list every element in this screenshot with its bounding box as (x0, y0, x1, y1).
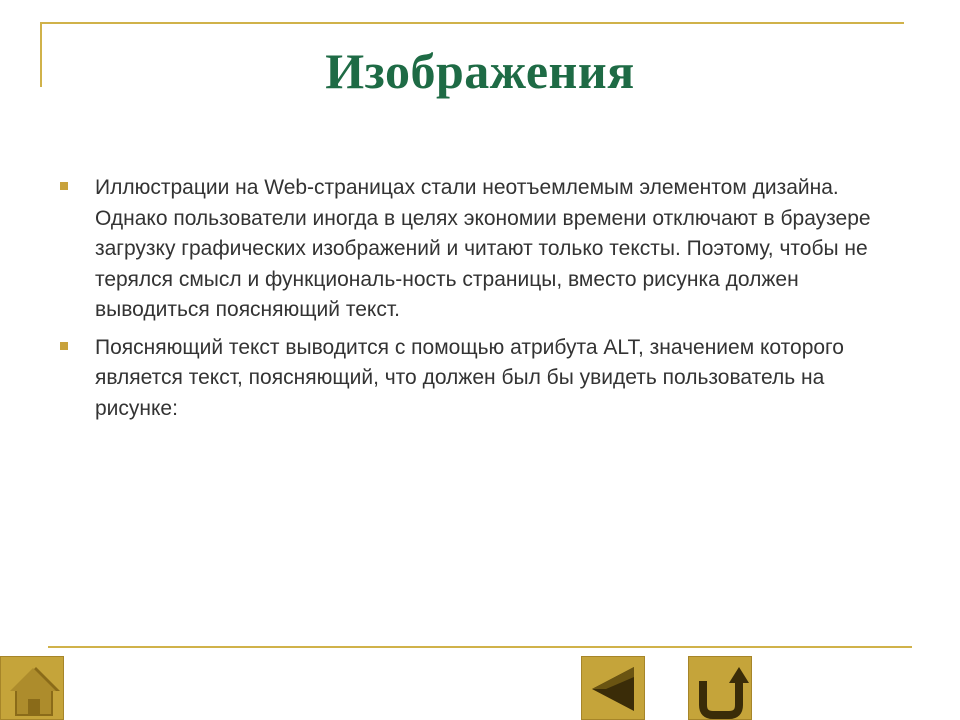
top-divider (40, 22, 904, 24)
bullet-item (60, 333, 900, 425)
bottom-divider (48, 646, 912, 648)
home-icon (1, 657, 64, 720)
return-button[interactable] (688, 656, 752, 720)
slide-title: Изображения (325, 43, 635, 99)
bullet-text: Иллюстрации на Web-страницах стали неотъемлемым элементом дизайна. Однако пользователи иногда в целях экономии времени отключают в браузере загрузку графических изображений и читают только тексты. Поэтому, чтобы не терялся смысл и функциональ-ность страницы, вместо рисунка должен выводиться поясняющий текст. (95, 176, 871, 321)
home-button[interactable] (0, 656, 64, 720)
back-button[interactable] (581, 656, 645, 720)
bullet-square-icon (60, 342, 68, 350)
slide-body (60, 173, 900, 431)
bullet-item (60, 173, 900, 326)
bullet-square-icon (60, 182, 68, 190)
bullet-text: Поясняющий текст выводится с помощью атрибута ALT, значением которого является текст, поясняющий, что должен был бы увидеть пользователь на рисунке: (95, 335, 844, 420)
return-arrow-icon (689, 657, 752, 720)
back-triangle-icon (582, 657, 645, 720)
